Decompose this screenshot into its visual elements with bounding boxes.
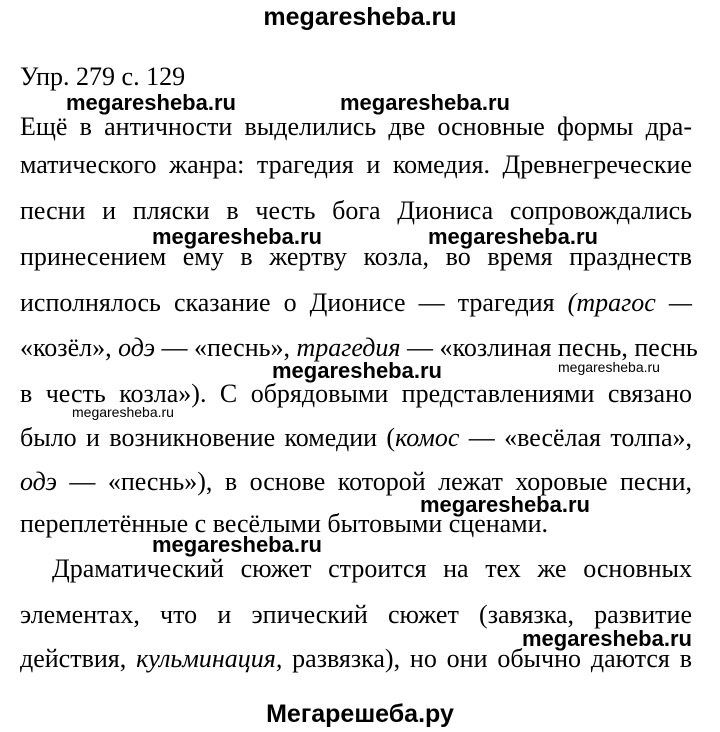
watermark: megaresheba.ru	[152, 532, 322, 557]
text-run: было и возникновение комедии (	[20, 423, 396, 452]
text-line	[20, 465, 692, 499]
text-line	[20, 421, 692, 455]
text-line: переплетённые с весёлыми бытовыми сценами.	[20, 509, 549, 538]
text-run: — «песнь»,	[155, 333, 297, 362]
text-line: матического жанра: трагедия и комедия. Древнегреческие	[20, 150, 692, 179]
text-run: действия,	[20, 644, 137, 673]
watermark: megaresheba.ru	[340, 90, 510, 115]
text-line: Ещё в античности выделились две основные формы дра-	[20, 112, 692, 141]
text-line	[20, 286, 692, 320]
exercise-label: Упр. 279 с. 129	[20, 62, 186, 91]
text-run: развязка), но они обычно даются в	[282, 644, 692, 673]
italic-term: (трагос —	[567, 288, 692, 317]
text-line: Драматический сюжет строится на тех же основных	[52, 554, 692, 583]
text-line: в честь козла»). С обрядовыми представлениями связано	[20, 379, 692, 408]
text-run: «козёл»,	[20, 333, 119, 362]
watermark: megaresheba.ru	[420, 492, 590, 517]
text-run: — «весёлая толпа»,	[459, 423, 692, 452]
italic-term: кульминация,	[136, 644, 283, 673]
site-header: megaresheba.ru	[263, 3, 457, 31]
site-footer: Мегарешеба.ру	[266, 700, 454, 728]
text-line: принесением ему в жертву козла, во время празднеств	[20, 242, 692, 271]
text-run: исполнялось сказание о Дионисе — трагедия	[20, 288, 568, 317]
watermark: megaresheba.ru	[272, 358, 442, 383]
text-run: — «козлиная песнь, песнь	[400, 333, 698, 362]
text-run: — «песнь»), в основе которой лежат хоровые песни,	[56, 467, 692, 496]
watermark: megaresheba.ru	[522, 626, 692, 651]
text-line: песни и пляски в честь бога Диониса сопровождались	[20, 196, 692, 225]
watermark: megaresheba.ru	[558, 359, 660, 375]
watermark: megaresheba.ru	[428, 224, 598, 249]
watermark: megaresheba.ru	[72, 404, 174, 420]
watermark: megaresheba.ru	[66, 90, 236, 115]
text-line: элементах, что и эпический сюжет (завязка, развитие	[20, 600, 692, 629]
italic-term: одэ	[118, 333, 156, 362]
italic-term: трагедия	[296, 333, 401, 362]
watermark: megaresheba.ru	[152, 224, 322, 249]
italic-term: одэ	[20, 467, 57, 496]
italic-term: комос	[395, 423, 460, 452]
